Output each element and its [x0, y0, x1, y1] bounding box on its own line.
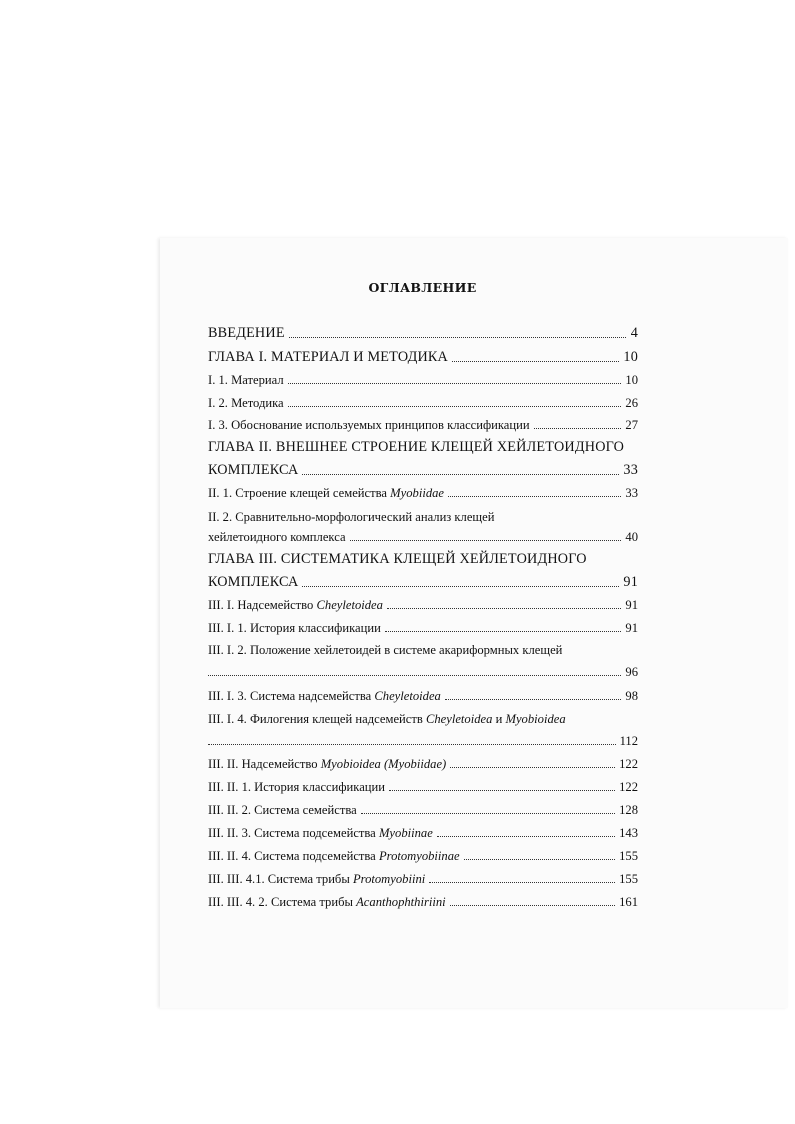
toc-entry-text: ВВЕДЕНИЕ — [208, 325, 285, 341]
toc-entry-text: I. 2. Методика — [208, 396, 284, 410]
toc-entry[interactable] — [208, 325, 638, 342]
toc-page-number: 143 — [619, 826, 638, 840]
toc-entry-text: КОМПЛЕКСА — [208, 462, 299, 478]
toc-entry-text: III. II. 4. Система подсемейства Protomyobiinae — [208, 849, 460, 863]
toc-entry-text: II. 1. Строение клещей семейства Myobiidae — [208, 486, 444, 500]
toc-entry[interactable] — [208, 439, 638, 456]
toc-page-number: 33 — [623, 462, 638, 478]
toc-entry[interactable] — [208, 689, 638, 704]
taxon-name: Acanthophthiriini — [356, 895, 446, 909]
toc-page-number: 155 — [619, 872, 638, 886]
toc-entry[interactable] — [208, 510, 638, 525]
toc-page-number: 112 — [619, 734, 638, 748]
toc-entry[interactable] — [208, 780, 638, 795]
toc-entry[interactable] — [208, 551, 638, 568]
toc-page-number: 91 — [625, 598, 638, 612]
leader-dots — [385, 630, 622, 632]
toc-entry-text: III. II. 2. Система семейства — [208, 803, 357, 817]
leader-dots — [464, 858, 615, 860]
toc-page-number: 33 — [625, 486, 638, 500]
toc-page-number: 27 — [625, 418, 638, 432]
taxon-name: Cheyletoidea — [316, 598, 383, 612]
toc-page-number: 96 — [625, 665, 638, 679]
toc-page-number: 128 — [619, 803, 638, 817]
toc-page-number: 4 — [630, 325, 638, 341]
toc-entry-text: ГЛАВА III. СИСТЕМАТИКА КЛЕЩЕЙ ХЕЙЛЕТОИДНОГО — [208, 551, 587, 567]
toc-page-number: 91 — [623, 574, 638, 590]
leader-dots — [534, 427, 622, 429]
taxon-name: Cheyletoidea — [425, 712, 493, 726]
toc-page-number: 122 — [619, 780, 638, 794]
toc-entry-text: II. 2. Сравнительно-морфологический анализ клещей — [208, 510, 495, 524]
leader-dots — [389, 789, 615, 791]
toc-page-number: 10 — [625, 373, 638, 387]
leader-dots — [429, 881, 615, 883]
toc-page-number: 98 — [625, 689, 638, 703]
toc-entry[interactable] — [208, 349, 638, 366]
toc-entry[interactable] — [208, 895, 638, 910]
toc-entry-text: III. I. 2. Положение хейлетоидей в системе акариформных клещей — [208, 643, 563, 657]
taxon-name: Myobiinae — [378, 826, 433, 840]
leader-dots — [302, 585, 619, 587]
toc-page-number: 10 — [623, 349, 638, 365]
taxon-name: Myobioidea — [505, 712, 566, 726]
toc-entry[interactable] — [208, 486, 638, 501]
toc-entry[interactable] — [208, 803, 638, 818]
leader-dots — [437, 835, 615, 837]
leader-dots — [289, 336, 626, 338]
leader-dots — [450, 904, 615, 906]
toc-entry[interactable] — [208, 621, 638, 636]
toc-entry-text: I. 1. Материал — [208, 373, 284, 387]
toc-entry[interactable] — [208, 418, 638, 433]
toc-page-number: 26 — [625, 396, 638, 410]
leader-dots — [450, 766, 615, 768]
toc-entry-text: III. II. 1. История классификации — [208, 780, 386, 794]
toc-entry-text: III. III. 4. 2. Система трибы Acanthophthiriini — [208, 895, 446, 909]
leader-dots — [288, 382, 622, 384]
toc-page-number: 155 — [619, 849, 638, 863]
toc-entry[interactable] — [208, 849, 638, 864]
leader-dots — [302, 473, 619, 475]
taxon-name: Cheyletoidea — [374, 689, 441, 703]
leader-dots — [208, 674, 621, 676]
toc-entry[interactable] — [208, 665, 638, 680]
toc-entry-text: III. II. Надсемейство Myobioidea (Myobiidae) — [208, 757, 447, 771]
leader-dots — [387, 607, 621, 609]
toc-entry[interactable] — [208, 826, 638, 841]
toc-entry-text: III. III. 4.1. Система трибы Protomyobiini — [208, 872, 426, 886]
toc-entry[interactable] — [208, 872, 638, 887]
toc-entry[interactable] — [208, 598, 638, 613]
toc-page-number: 91 — [625, 621, 638, 635]
leader-dots — [350, 539, 622, 541]
taxon-name: Protomyobiinae — [378, 849, 460, 863]
toc-entry-text: III. I. Надсемейство Cheyletoidea — [208, 598, 383, 612]
toc-entry[interactable] — [208, 574, 638, 591]
leader-dots — [448, 495, 621, 497]
toc-entry-text: КОМПЛЕКСА — [208, 574, 299, 590]
toc-entry-text: III. II. 3. Система подсемейства Myobiinae — [208, 826, 433, 840]
toc-entry-text: III. I. 3. Система надсемейства Cheyletoidea — [208, 689, 441, 703]
page-title: ОГЛАВЛЕНИЕ — [368, 280, 477, 295]
toc-page-number: 122 — [619, 757, 638, 771]
taxon-name: Myobiidae — [390, 486, 444, 500]
leader-dots — [452, 360, 619, 362]
toc-entry[interactable] — [208, 734, 638, 749]
toc-entry-text: ГЛАВА I. МАТЕРИАЛ И МЕТОДИКА — [208, 349, 449, 365]
toc-entry-text: I. 3. Обоснование используемых принципов классификации — [208, 418, 530, 432]
leader-dots — [208, 743, 616, 745]
toc-entry-text: ГЛАВА II. ВНЕШНЕЕ СТРОЕНИЕ КЛЕЩЕЙ ХЕЙЛЕТОИДНОГО — [208, 439, 625, 455]
toc-entry[interactable] — [208, 712, 638, 727]
taxon-name: Myobioidea (Myobiidae) — [320, 757, 447, 771]
toc-entry-text: III. I. 1. История классификации — [208, 621, 381, 635]
toc-entry-text: хейлетоидного комплекса — [208, 530, 346, 544]
toc-entry-text: III. I. 4. Филогения клещей надсемейств Cheyletoidea и Myobioidea — [208, 712, 566, 726]
toc-entry[interactable] — [208, 462, 638, 479]
toc-entry[interactable] — [208, 373, 638, 388]
taxon-name: Protomyobiini — [352, 872, 426, 886]
toc-page-number: 161 — [619, 895, 638, 909]
toc-entry[interactable] — [208, 643, 638, 658]
leader-dots — [361, 812, 615, 814]
toc-entry[interactable] — [208, 396, 638, 411]
toc-entry[interactable] — [208, 757, 638, 772]
leader-dots — [445, 698, 622, 700]
toc-entry[interactable] — [208, 530, 638, 545]
toc-page-number: 40 — [625, 530, 638, 544]
leader-dots — [288, 405, 622, 407]
